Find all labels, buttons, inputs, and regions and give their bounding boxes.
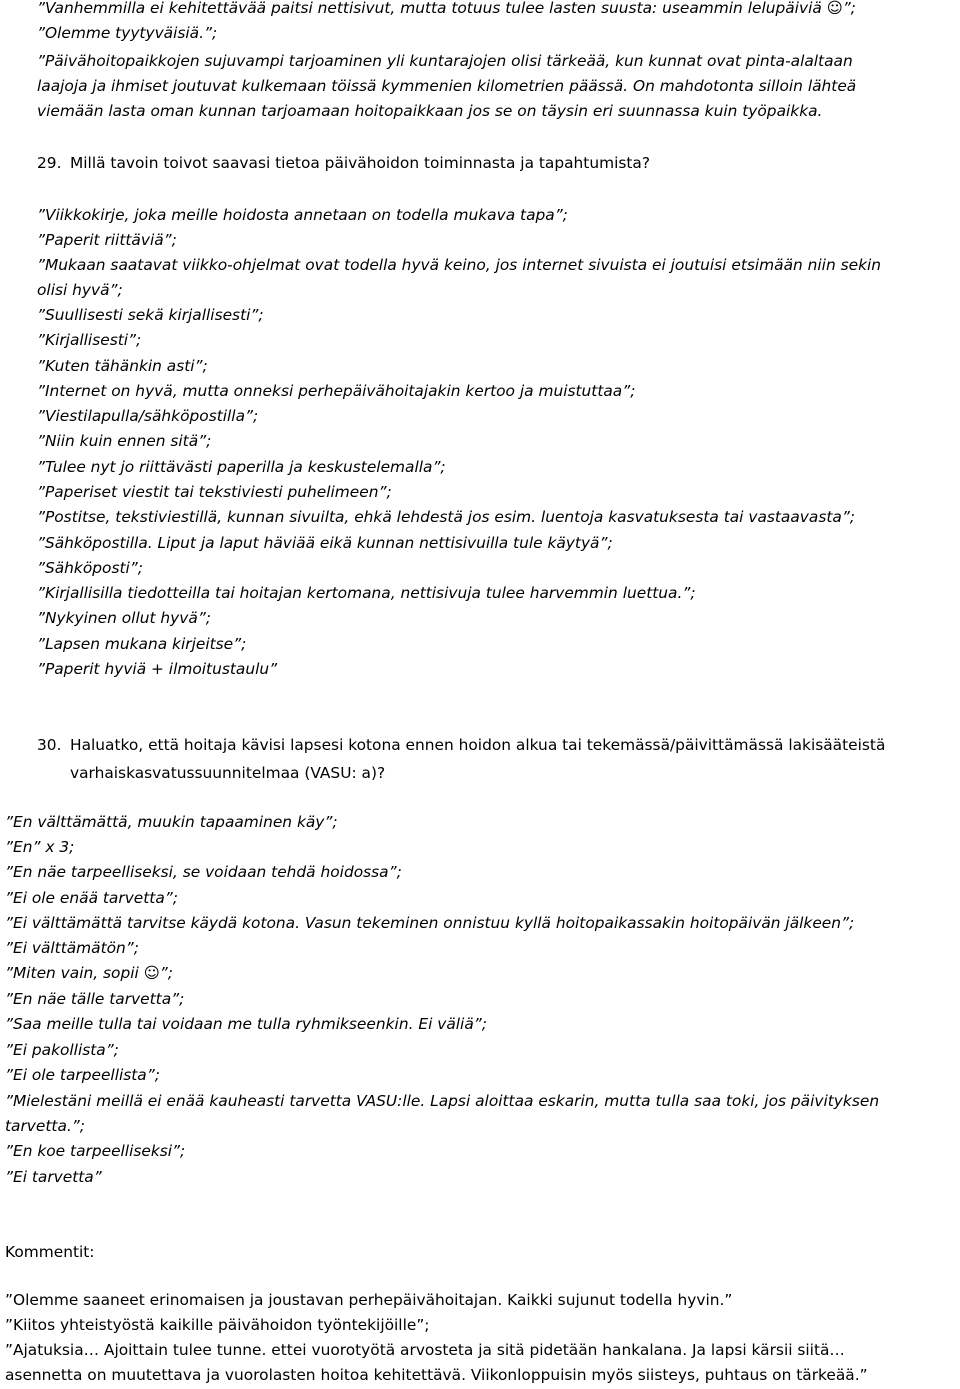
answer-line: ”Kirjallisilla tiedotteilla tai hoitajan kertomana, nettisivuja tulee harvemmin luettua.”; bbox=[37, 584, 696, 602]
answer-line: ”Ei pakollista”; bbox=[5, 1041, 119, 1059]
answer-line: olisi hyvä”; bbox=[37, 281, 123, 299]
question-29-number: 29. bbox=[37, 154, 62, 172]
answer-line: ”Paperit riittäviä”; bbox=[37, 231, 177, 249]
answer-line: ”Sähköposti”; bbox=[37, 559, 143, 577]
intro-line: laajoja ja ihmiset joutuvat kulkemaan töissä kymmenien kilometrien päässä. On mahdotonta silloin lähteä bbox=[37, 77, 857, 95]
intro-line: viemään lasta oman kunnan tarjoamaan hoitopaikkaan jos se on täysin eri suunnassa kuin työpaikka. bbox=[37, 102, 823, 120]
answer-line: ”Sähköpostilla. Liput ja laput häviää eikä kunnan nettisivuilla tule käytyä”; bbox=[37, 534, 613, 552]
answer-line: ”Ei välttämätön”; bbox=[5, 939, 139, 957]
answer-line: ”Nykyinen ollut hyvä”; bbox=[37, 609, 211, 627]
answer-line: ”Mielestäni meillä ei enää kauheasti tarvetta VASU:lle. Lapsi aloittaa eskarin, mutta tulla saa toki, jos päivityksen bbox=[5, 1092, 880, 1110]
question-29-text: Millä tavoin toivot saavasi tietoa päivähoidon toiminnasta ja tapahtumista? bbox=[70, 154, 651, 172]
intro-line: ”Päivähoitopaikkojen sujuvampi tarjoaminen yli kuntarajojen olisi tärkeää, kun kunnat ovat pinta-alaltaan bbox=[37, 52, 853, 70]
answer-line: ”Postitse, tekstiviestillä, kunnan sivuilta, ehkä lehdestä jos esim. luentoja kasvatuksesta tai vastaavasta”; bbox=[37, 508, 855, 526]
answer-line: ”En näe tarpeelliseksi, se voidaan tehdä hoidossa”; bbox=[5, 863, 402, 881]
answer-line: ”Tulee nyt jo riittävästi paperilla ja keskustelemalla”; bbox=[37, 458, 446, 476]
comments-heading: Kommentit: bbox=[5, 1243, 95, 1261]
answer-line: ”En koe tarpeelliseksi”; bbox=[5, 1142, 186, 1160]
answer-line: ”En välttämättä, muukin tapaaminen käy”; bbox=[5, 813, 338, 831]
answer-line: ”Ei tarvetta” bbox=[5, 1168, 102, 1186]
comment-line: ”Ajatuksia… Ajoittain tulee tunne. ettei vuorotyötä arvosteta ja sitä pidetään hankalana. Ja lapsi kärsii siitä… bbox=[5, 1341, 845, 1359]
comment-line: ”Olemme saaneet erinomaisen ja joustavan perhepäivähoitajan. Kaikki sujunut todella hyvin.” bbox=[5, 1291, 733, 1309]
answer-line: ”Paperiset viestit tai tekstiviesti puhelimeen”; bbox=[37, 483, 392, 501]
answer-line: ”Miten vain, sopii ☺”; bbox=[5, 964, 173, 982]
question-30-text-line2: varhaiskasvatussuunnitelmaa (VASU: a)? bbox=[70, 764, 386, 782]
answer-line: tarvetta.”; bbox=[5, 1117, 85, 1135]
intro-line: ”Vanhemmilla ei kehitettävää paitsi nettisivut, mutta totuus tulee lasten suusta: useammin lelupäiviä ☺”; bbox=[37, 0, 856, 17]
answer-line: ”Mukaan saatavat viikko-ohjelmat ovat todella hyvä keino, jos internet sivuista ei joutuisi etsimään niin sekin bbox=[37, 256, 882, 274]
answer-line: ”Kuten tähänkin asti”; bbox=[37, 357, 208, 375]
answer-line: ”Viestilapulla/sähköpostilla”; bbox=[37, 407, 259, 425]
answer-line: ”Viikkokirje, joka meille hoidosta annetaan on todella mukava tapa”; bbox=[37, 206, 568, 224]
answer-line: ”Ei ole tarpeellista”; bbox=[5, 1066, 160, 1084]
intro-line: ”Olemme tyytyväisiä.”; bbox=[37, 24, 218, 42]
answer-line: ”Saa meille tulla tai voidaan me tulla ryhmikseenkin. Ei väliä”; bbox=[5, 1015, 487, 1033]
answer-line: ”Kirjallisesti”; bbox=[37, 331, 142, 349]
answer-line: ”Lapsen mukana kirjeitse”; bbox=[37, 635, 247, 653]
question-30-text-line1: Haluatko, että hoitaja kävisi lapsesi kotona ennen hoidon alkua tai tekemässä/päivittämässä lakisääteistä bbox=[70, 736, 886, 754]
answer-line: ”Paperit hyviä + ilmoitustaulu” bbox=[37, 660, 278, 678]
question-30-number: 30. bbox=[37, 736, 62, 754]
answer-line: ”Suullisesti sekä kirjallisesti”; bbox=[37, 306, 264, 324]
comment-line: ”Kiitos yhteistyöstä kaikille päivähoidon työntekijöille”; bbox=[5, 1316, 430, 1334]
answer-line: ”Internet on hyvä, mutta onneksi perhepäivähoitajakin kertoo ja muistuttaa”; bbox=[37, 382, 636, 400]
answer-line: ”Niin kuin ennen sitä”; bbox=[37, 432, 212, 450]
answer-line: ”Ei ole enää tarvetta”; bbox=[5, 889, 178, 907]
answer-line: ”Ei välttämättä tarvitse käydä kotona. Vasun tekeminen onnistuu kyllä hoitopaikassakin hoitopäivän jälkeen”; bbox=[5, 914, 855, 932]
answer-line: ”En” x 3; bbox=[5, 838, 75, 856]
answer-line: ”En näe tälle tarvetta”; bbox=[5, 990, 185, 1008]
comment-line: asennetta on muutettava ja vuorolasten hoitoa kehitettävä. Viikonloppuisin myös siisteys, puhtaus on tärkeää.” bbox=[5, 1366, 868, 1384]
